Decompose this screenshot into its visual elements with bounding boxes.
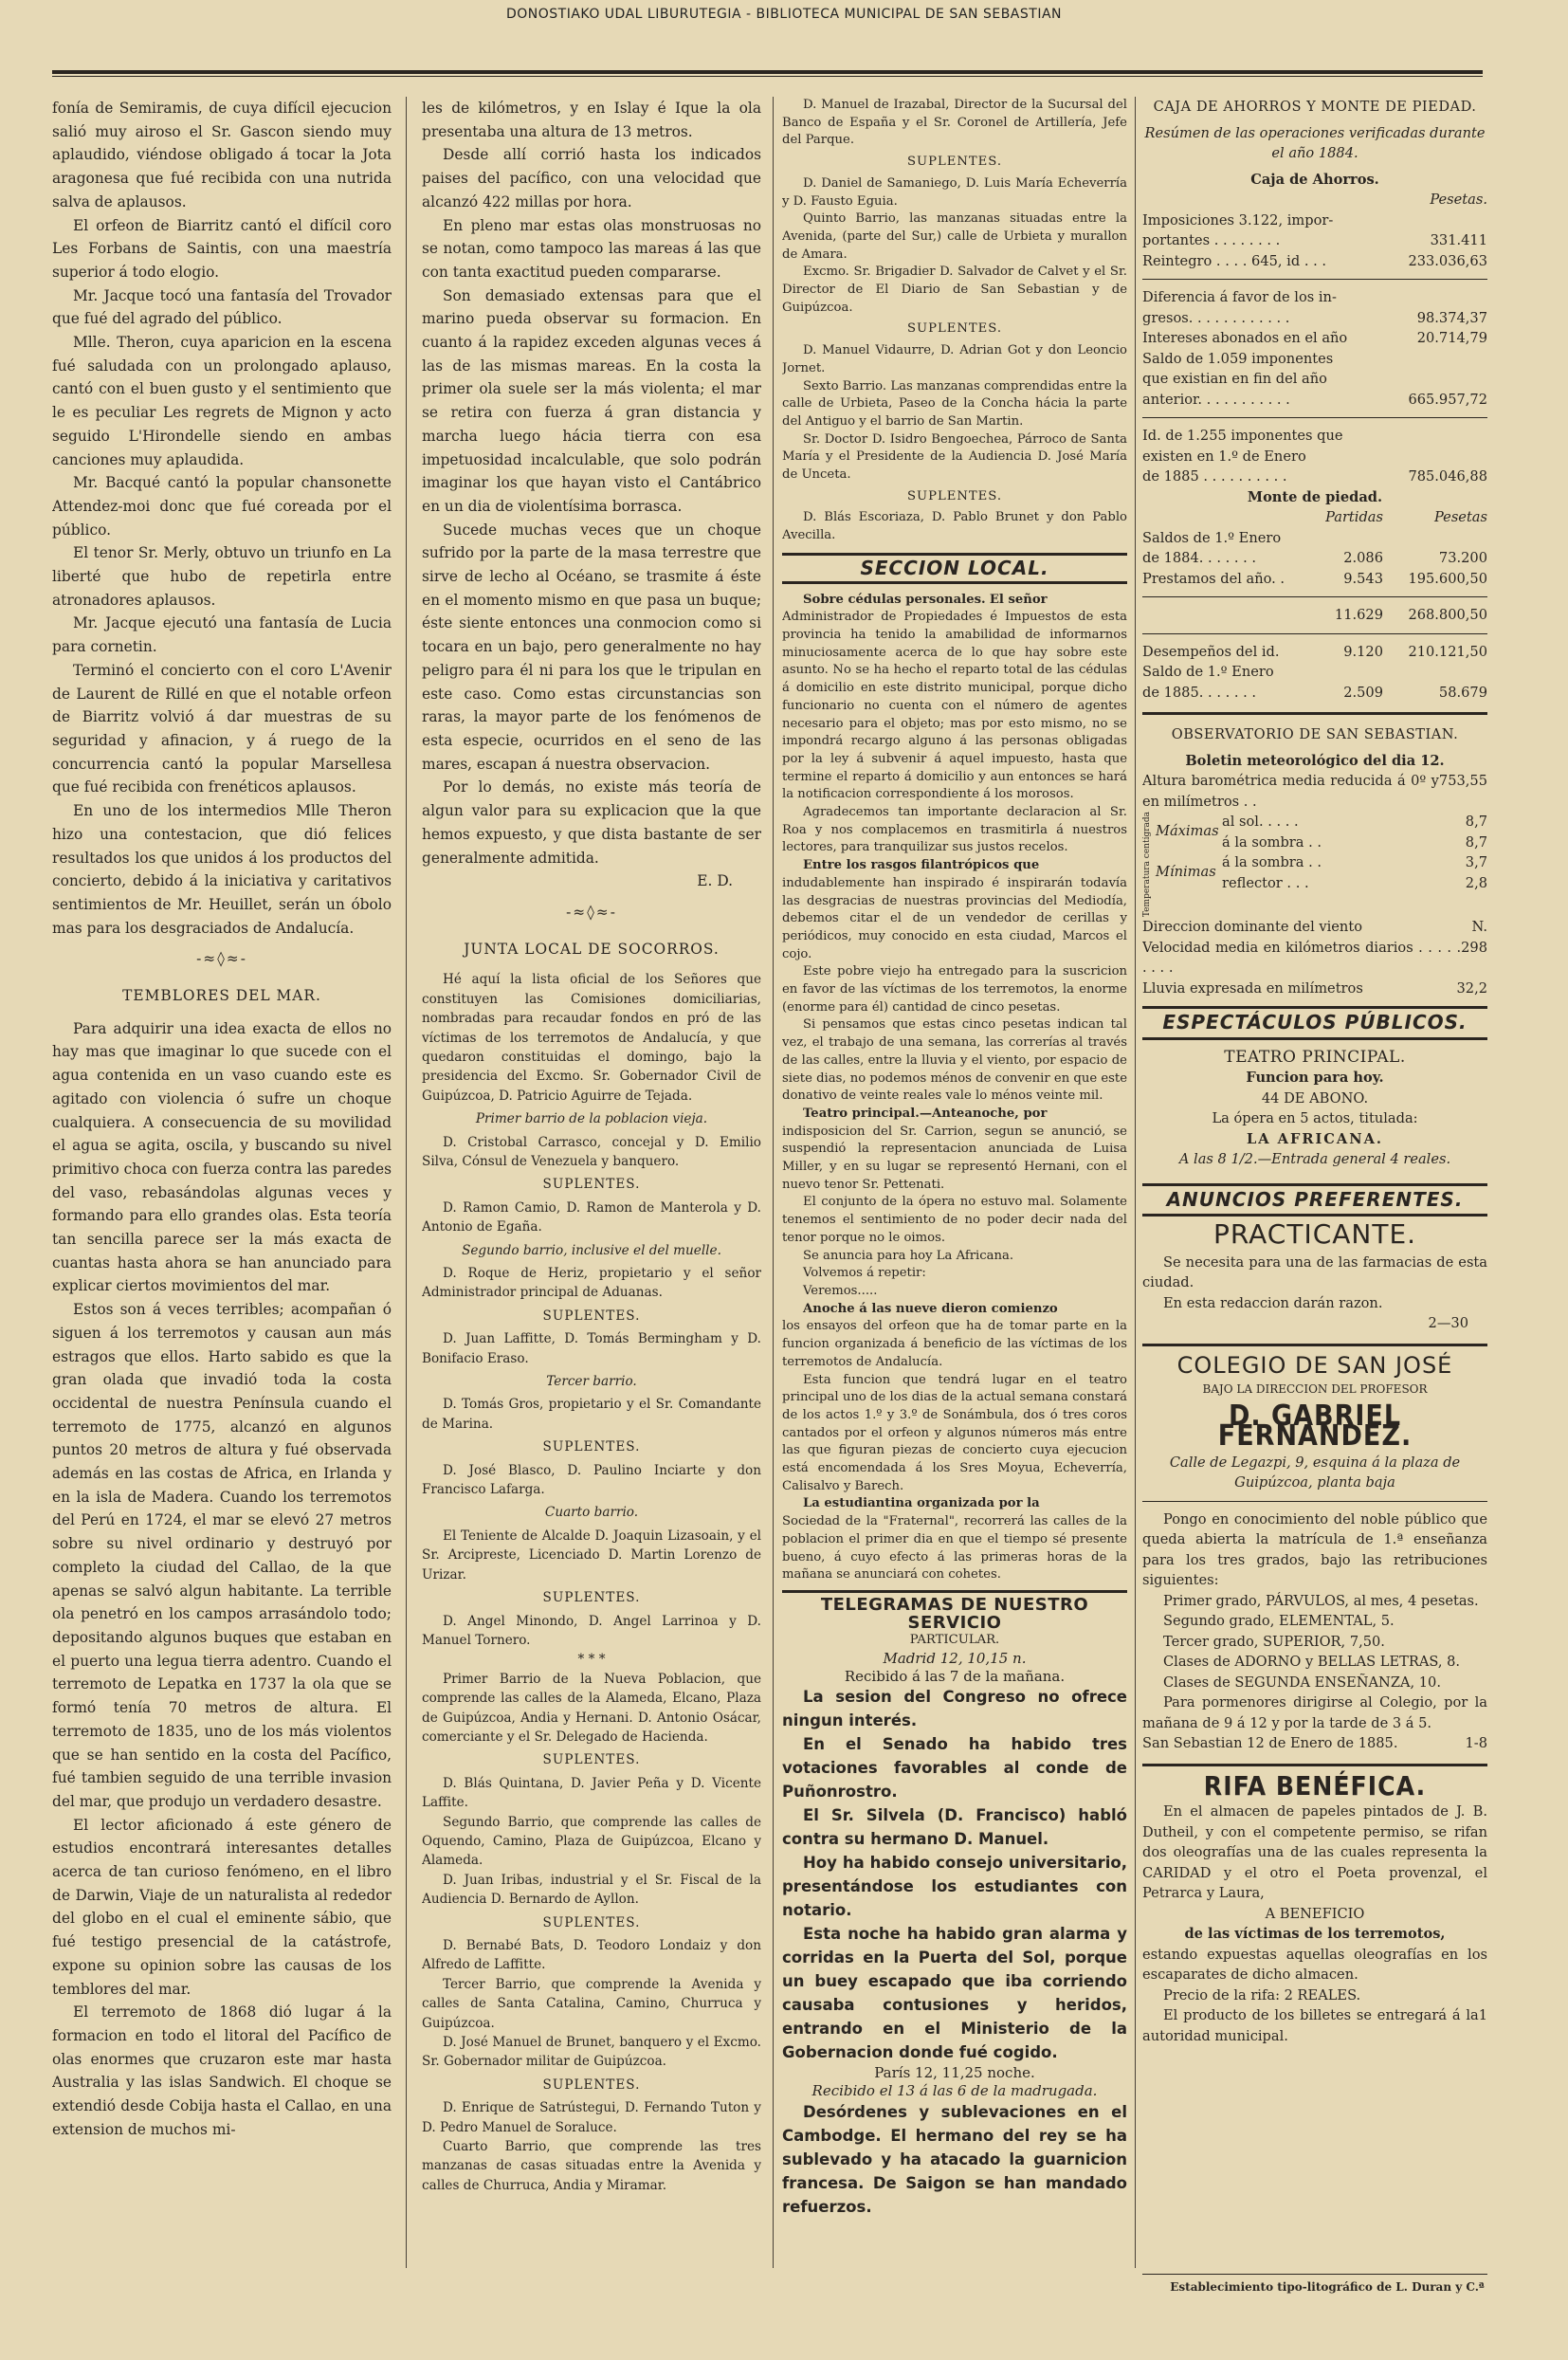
row-label: Reintegro . . . . 645, id . . . [1142,252,1327,269]
item-heading: La estudiantina organizada por la [803,1496,1040,1511]
row-value: 11.629 [1334,607,1383,623]
row-value: 9.120 [1343,643,1383,660]
item-heading: El señor [989,592,1048,607]
paragraph: Cuarto Barrio, que comprende las tres manzanas de casas situadas entre la Avenida y calles de Churruca, Andia y Miramar. [422,2139,761,2193]
suplentes-heading: SUPLENTES. [542,1914,641,1930]
row-label: gresos. . . . . . . . . . . . [1142,309,1290,326]
row-label: de 1884. . . . . . . [1142,550,1257,566]
paragraph: Precio de la rifa: 2 REALES. [1163,1986,1361,2003]
paragraph: Agradecemos tan importante declaracion al Sr. Roa y nos complacemos en trasmitirla á nuestros lectores, para tranquilizar sus justos recelos. [782,805,1127,855]
paragraph: fonía de Semiramis, de cuya difícil ejecucion salió muy airoso el Sr. Gascon siendo muy aplaudido, viéndose obligado á tocar la Jota aragonesa que fué recibida con una nutrida salva de aplausos. [52,100,392,210]
article-title: JUNTA LOCAL DE SOCORROS. [464,940,720,958]
paragraph: Desde allí corrió hasta los indicados paises del pacífico, con una velocidad que alcanzó 422 millas por hora. [422,146,761,210]
paragraph: Clases de ADORNO y BELLAS LETRAS, 8. [1163,1654,1461,1671]
opera-title: LA AFRICANA. [1247,1130,1383,1147]
row-value: N. [1471,919,1487,936]
column-label: Pesetas. [1430,192,1487,208]
row-label: de 1885 . . . . . . . . . . [1142,468,1287,485]
paragraph: Segundo grado, ELEMENTAL, 5. [1163,1613,1395,1630]
paragraph: Sucede muchas veces que un choque sufrido por la parte de la masa terrestre que sirve de lecho al Océano, se trasmite á éste en el momento mismo en que pasa un buque; éste siente entonces una conmocion como si tocara en un bajo, pero generalmente no hay peligro para él ni para los que le tripulan en este caso. Como estas circunstancias son raras, la mayor parte de los fenómenos de esta especie, ocurridos en el seno de las mares, escapan á nuestra observacion. [422,521,761,773]
row-value: 98.374,37 [1416,309,1487,326]
paragraph: los ensayos del orfeon que ha de tomar parte en la funcion organizada á beneficio de las víctimas de los terremotos de Andalucía. [782,1319,1127,1369]
abono-label: 44 DE ABONO. [1261,1089,1369,1107]
paragraph: Mr. Jacque tocó una fantasía del Trovador que fué del agrado del público. [52,286,392,328]
row-value: 233.036,63 [1408,252,1487,269]
barrio-heading: Primer barrio de la poblacion vieja. [475,1111,708,1127]
ornament: -≈◊≈- [196,950,247,968]
suplentes-heading: SUPLENTES. [542,1177,641,1193]
paragraph: D. Enrique de Satrústegui, D. Fernando Tuton y D. Pedro Manuel de Soraluce. [422,2100,761,2135]
section-title: SECCION LOCAL. [782,553,1127,584]
paragraph: El tenor Sr. Merly, obtuvo un triunfo en La liberté que hubo de repetirla entre atronadores aplausos. [52,544,392,609]
paragraph: Volvemos á repetir: [803,1266,926,1281]
top-rule [52,70,1483,77]
horario: A las 8 1/2.—Entrada general 4 reales. [1178,1151,1451,1168]
row-value: 3,7 [1465,854,1487,870]
bottom-rule [1142,2274,1487,2275]
telegram-item: El Sr. Silvela (D. Francisco) habló contra su hermano D. Manuel. [782,1806,1127,1849]
telegram-subtitle: PARTICULAR. [909,1633,1000,1648]
row-label: Saldo de 1.059 imponentes [1142,350,1334,367]
paragraph: indudablemente han inspirado é inspirarán todavía las desgracias de nuestras provincias del Mediodía, debemos citar el de un vendedor de cerillas y periódicos, muy conocido en esta ciudad, Marcos el cojo. [782,875,1127,961]
paragraph: El orfeon de Biarritz cantó el difícil coro Les Forbans de Saintis, con una maestría superior á todo elogio. [52,216,392,281]
telegram-received: Recibido á las 7 de la mañana. [844,1667,1066,1685]
row-value: 9.543 [1343,570,1383,587]
ad-subtitle: de las víctimas de los terremotos, [1184,1926,1446,1943]
paragraph: les de kilómetros, y en Islay é Ique la ola presentaba una altura de 13 metros. [422,100,761,140]
column-3 [782,97,1127,2268]
barrio-heading: Segundo barrio, inclusive el del muelle. [462,1242,721,1258]
paragraph: Primer Barrio de la Nueva Poblacion, que comprende las calles de la Alameda, Elcano, Plaza de Guipúzcoa, Andia y Hernani. D. Antonio Osácar, comerciante y el Sr. Delegado de Hacienda. [422,1671,761,1745]
paragraph: D. Bernabé Bats, D. Teodoro Londaiz y don Alfredo de Laffitte. [422,1938,761,1973]
row-label: portantes . . . . . . . . [1142,232,1281,248]
paragraph: En el almacen de papeles pintados de J. B. Dutheil, y con el competente permiso, se rifan dos oleografías una de las cuales representa la CARIDAD y el otro el Poeta provenzal, el Petrarca y Laura, [1142,1803,1487,1902]
paragraph: Clases de SEGUNDA ENSEÑANZA, 10. [1163,1674,1441,1691]
suplentes-heading: SUPLENTES. [906,488,1003,503]
paragraph: D. Manuel de Irazabal, Director de la Sucursal del Banco de España y el Sr. Coronel de Artillería, Jefe del Parque. [782,98,1127,148]
paragraph: Para adquirir una idea exacta de ellos no hay mas que imaginar lo que sucede con el agua contenida en un vaso cuando este es agitado con violencia ó sufre un choque cualquiera. A consecuencia de su movilidad el agua se agita, oscila, y buscando su nivel primitivo choca con fuerza contra las paredes del vaso, rebasándolas algunas veces y formando para ello grandes olas. Esta teoría tan sencilla parece ser la más exacta de cuantas hasta ahora se han anunciado para explicar ciertos movimientos del mar. [52,1019,392,1295]
row-value: 20.714,79 [1416,330,1487,346]
row-value: 268.800,50 [1408,607,1487,623]
temperature-label: Temperatura centígrada [1142,812,1152,918]
paragraph: D. Juan Iribas, industrial y el Sr. Fiscal de la Audiencia D. Bernardo de Ayllon. [422,1872,761,1908]
paragraph: indisposicion del Sr. Carrion, segun se anunció, se suspendió la representacion anunciada de Luisa Miller, y en su lugar se representó Hernani, con el nuevo tenor Sr. Pettenati. [782,1124,1127,1192]
divider [1142,279,1487,280]
row-value: 8,7 [1465,814,1487,830]
row-label: al sol. . . . . [1222,814,1299,830]
paragraph: El terremoto de 1868 dió lugar á la formacion en todo el litoral del Pacífico de olas enormes que cruzaron este mar hasta Australia y las islas Sandwich. El choque se extendió desde Cobija hasta el Callao, en una extension de muchos mi- [52,2003,392,2138]
item-heading: Teatro principal.—Anteanoche, por [803,1106,1048,1121]
paragraph: D. Manuel Vidaurre, D. Adrian Got y don Leoncio Jornet. [782,343,1127,375]
boletin-heading: Boletin meteorológico del dia 12. [1185,752,1445,769]
paragraph: Mlle. Theron, cuya aparicion en la escena fué saludada con un prolongado aplauso, cantó con el buen gusto y el sentimiento que le es peculiar Les regrets de Mignon y acto seguido L'Hirondelle siendo en ambas canciones muy aplaudida. [52,334,392,468]
paragraph: El producto de los billetes se entregará á la autoridad municipal. [1142,2007,1479,2044]
row-value: 195.600,50 [1408,570,1487,587]
row-value: 2,8 [1465,874,1487,891]
paragraph: Se necesita para una de las farmacias de esta ciudad. [1142,1253,1487,1291]
ad-name: D. GABRIEL FERNANDEZ. [1217,1399,1413,1454]
item-heading: Anoche á las nueve dieron comienzo [803,1301,1058,1316]
observatorio-title: OBSERVATORIO DE SAN SEBASTIAN. [1171,726,1459,742]
row-value: 2.086 [1343,550,1383,566]
monte-heading: Monte de piedad. [1247,488,1383,505]
row-label: Id. de 1.255 imponentes que [1142,428,1343,444]
row-label: Saldos de 1.º Enero [1142,529,1282,546]
row-value: 8,7 [1465,833,1487,851]
paragraph: Quinto Barrio, las manzanas situadas entre la Avenida, (parte del Sur,) calle de Urbieta y murallon de Amara. [782,211,1127,262]
archive-header: DONOSTIAKO UDAL LIBURUTEGIA - BIBLIOTECA MUNICIPAL DE SAN SEBASTIAN [505,7,1063,22]
divider [1142,596,1487,597]
row-label: á la sombra . . [1222,854,1322,870]
paragraph: Segundo Barrio, que comprende las calles de Oquendo, Camino, Plaza de Guipúzcoa, Elcano y Alameda. [422,1814,761,1869]
section-title: ANUNCIOS PREFERENTES. [1142,1183,1487,1217]
row-value: 2.509 [1343,684,1383,701]
paragraph: D. Blás Escoriaza, D. Pablo Brunet y don Pablo Avecilla. [782,510,1127,543]
teatro-title: TEATRO PRINCIPAL. [1224,1047,1406,1067]
paragraph: Sr. Doctor D. Isidro Bengoechea, Párroco de Santa María y el Presidente de la Audiencia D. José María de Unceta. [782,431,1127,483]
paragraph: Esta funcion que tendrá lugar en el teatro principal uno de los dias de la actual semana constará de los actos 1.º y 3.º de Sonámbula, dos ó tres coros cantados por el orfeon y algunos números más entre las que figuran piezas de concierto cuya ejecucion está encomendada á los Sres Moyua, Echeverría, Calisalvo y Barech. [782,1372,1127,1493]
row-label: reflector . . . [1222,874,1309,891]
ad-title: COLEGIO DE SAN JOSÉ [1176,1351,1453,1379]
paragraph: D. Blás Quintana, D. Javier Peña y D. Vicente Laffite. [422,1775,761,1811]
suplentes-heading: SUPLENTES. [542,1752,641,1768]
article-title: TEMBLORES DEL MAR. [122,987,321,1005]
column-divider [406,97,407,2268]
paragraph: Estos son á veces terribles; acompañan ó siguen á los terremotos y causan aun más estragos que ellos. Harto sabido es que la gran olada que invadió toda la costa occidental de nuestra Península cuando el terremoto de 1775, alcanzó en algunos puntos 20 metros de altura y fué observada además en las costas de Africa, en Irlanda y en la isla de Madera. Cuando los terremotos del Perú en 1724, el mar se elevó 27 metros sobre su nivel ordinario y destruyó por completo la ciudad del Callao, de la que apenas se salvó algun habitante. La terrible ola penetró en los campos arrasándolo todo; depositando algunos buques que estaban en el puerto una legua tierra adentro. Cuando el terremoto de Lepatka en 1737 la ola que se formó tenía 70 metros de altura. El terremoto de 1835, uno de los más violentos que se han sentido en la costa del Pacífico, fué tambien seguido de una terrible invasion del mar, que produjo un verdadero desastre. [52,1301,392,1810]
paragraph: D. Angel Minondo, D. Angel Larrinoa y D. Manuel Tornero. [422,1613,761,1648]
paragraph: En esta redaccion darán razon. [1163,1294,1383,1311]
ad-title: PRACTICANTE. [1212,1218,1417,1251]
ad-code: 1 [1478,2007,1487,2024]
paragraph: D. Cristobal Carrasco, concejal y D. Emilio Silva, Cónsul de Venezuela y banquero. [422,1134,761,1169]
paragraph: D. José Blasco, D. Paulino Inciarte y don Francisco Lafarga. [422,1462,761,1498]
paragraph: Tercer Barrio, que comprende la Avenida y calles de Santa Catalina, Camino, Churruca y Guipúzcoa. [422,1976,761,2031]
telegram-item: Desórdenes y sublevaciones en el Cambodge. El hermano del rey se ha sublevado y ha atacado la guarnicion francesa. De Saigon se han mandado refuerzos. [782,2102,1127,2216]
paragraph: estando expuestas aquellas oleografías en los escaparates de dicho almacen. [1142,1946,1487,1984]
ornament: -≈◊≈- [566,903,617,921]
signature: E. D. [697,872,733,890]
paragraph: Mr. Bacqué cantó la popular chansonette Attendez-moi donc que fué coreada por el público. [52,474,392,539]
paragraph: D. Roque de Heriz, propietario y el señor Administrador principal de Aduanas. [422,1266,761,1301]
column-4 [1142,97,1487,2268]
paragraph: Pongo en conocimiento del noble público que queda abierta la matrícula de 1.ª enseñanza para los tres grados, bajo las retribuciones siguientes: [1142,1510,1487,1589]
row-label: existen en 1.º de Enero [1142,448,1306,465]
divider [1142,712,1487,715]
row-value: 665.957,72 [1408,391,1487,408]
row-value: 298 [1461,939,1487,956]
paragraph: Tercer grado, SUPERIOR, 7,50. [1163,1633,1385,1650]
ad-code: 2—30 [1428,1315,1468,1332]
telegram-item: Esta noche ha habido gran alarma y corridas en la Puerta del Sol, porque un buey escapado que iba corriendo causaba contusiones y heridos, entrando en el Ministerio de la Gobernacion donde fué cogido. [782,1925,1127,2062]
row-label: anterior. . . . . . . . . . . [1142,391,1290,408]
opera-label: La ópera en 5 actos, titulada: [1212,1110,1418,1127]
item-heading: Sobre cédulas personales. [803,592,986,607]
paragraph: Veremos..... [803,1284,878,1298]
row-label: Velocidad media en kilómetros diarios . . . . . . . . . [1142,939,1462,977]
funcion-heading: Funcion para hoy. [1246,1070,1384,1087]
divider [1142,1344,1487,1346]
barrio-heading: Tercer barrio. [546,1374,637,1390]
telegram-item: La sesion del Congreso no ofrece ningun interés. [782,1688,1127,1730]
row-label: Imposiciones 3.122, impor- [1142,211,1334,229]
asterism: * * * [577,1652,606,1668]
row-label: Altura barométrica media reducida á 0º y en milímetros . . [1142,773,1439,810]
paragraph: D. Tomás Gros, propietario y el Sr. Comandante de Marina. [422,1397,761,1432]
row-label: Desempeños del id. [1142,643,1280,660]
telegram-received: Recibido el 13 á las 6 de la madrugada. [811,2082,1098,2100]
row-label: de 1885. . . . . . . [1142,684,1257,701]
suplentes-heading: SUPLENTES. [906,155,1003,170]
paragraph: El Teniente de Alcalde D. Joaquin Lizasoain, y el Sr. Arcipreste, Licenciado D. Martin Lorenzo de Urizar. [422,1528,761,1582]
paragraph: Mr. Jacque ejecutó una fantasía de Lucia para cornetin. [52,614,392,656]
paragraph: D. Ramon Camio, D. Ramon de Manterola y D. Antonio de Egaña. [422,1199,761,1235]
row-label: Intereses abonados en el año [1142,330,1348,346]
paragraph: Excmo. Sr. Brigadier D. Salvador de Calvet y el Sr. Director de El Diario de San Sebastian y de Guipúzcoa. [782,265,1127,315]
paragraph: El lector aficionado á este género de estudios encontrará interesantes detalles acerca de tan curioso fenómeno, en el libro de Darwin, Viaje de un naturalista al rededor del globo en el cual el eminente sábio, que fué testigo presencial de la catástrofe, expone su opinion sobre las causas de los temblores del mar. [52,1816,392,1998]
suplentes-heading: SUPLENTES. [542,2076,641,2093]
paragraph: Sociedad de la "Fraternal", recorrerá las calles de la poblacion el primer dia en que el tiempo sé presente bueno, á cuyo efecto á las primeras horas de la mañana se anunciará con cohetes. [782,1514,1127,1582]
ad-subtitle: BAJO LA DIRECCION DEL PROFESOR [1202,1382,1428,1397]
row-label: Diferencia á favor de los in- [1142,289,1337,305]
suplentes-heading: SUPLENTES. [542,1439,641,1455]
paragraph: En uno de los intermedios Mlle Theron hizo una contestacion, que dió felices resultados los que unidos á los productos del concierto, debido á la iniciativa y caritativos sentimientos de Mr. Heuillet, serán un óbolo mas para los desgraciados de Andalucía. [52,802,392,937]
column-label: Partidas [1325,509,1383,525]
telegram-item: Hoy ha habido consejo universitario, presentándose los estudiantes con notario. [782,1854,1127,1920]
printer-footer: Establecimiento tipo-litográfico de L. Duran y C.ª [1170,2280,1485,2294]
row-value: 58.679 [1438,684,1487,701]
divider [1142,633,1487,634]
paragraph: D. Juan Laffitte, D. Tomás Bermingham y D. Bonifacio Eraso. [422,1331,761,1366]
ad-title: RIFA BENÉFICA. [1203,1769,1427,1802]
paragraph: D. José Manuel de Brunet, banquero y el Excmo. Sr. Gobernador militar de Guipúzcoa. [422,2035,761,2070]
row-label: Prestamos del año. . [1142,570,1285,587]
telegram-date: Madrid 12, 10,15 n. [883,1650,1027,1668]
ad-subtitle: A BENEFICIO [1265,1905,1365,1922]
telegram-item: En el Senado ha habido tres votaciones favorables al conde de Puñonrostro. [782,1735,1127,1802]
divider [1142,1501,1487,1502]
ad-code: 1-8 [1465,1735,1487,1752]
suplentes-heading: SUPLENTES. [906,321,1003,337]
column-divider [1135,97,1136,2268]
row-label: Saldo de 1.º Enero [1142,664,1274,680]
divider [1142,417,1487,418]
paragraph: Para pormenores dirigirse al Colegio, por la mañana de 9 á 12 y por la tarde de 3 á 5. [1142,1694,1487,1731]
paragraph: Se anuncia para hoy La Africana. [803,1248,1014,1263]
row-value: 753,55 [1438,773,1487,789]
paragraph: Por lo demás, no existe más teoría de algun valor para su explicacion que la que hemos expuesto, y que dista bastante de ser generalmente admitida. [422,778,761,867]
column-1 [52,97,392,2268]
item-heading: Entre los rasgos filantrópicos que [803,858,1040,873]
min-label: Mínimas [1156,864,1216,880]
section-title: ESPECTÁCULOS PÚBLICOS. [1142,1006,1487,1040]
paragraph: Este pobre viejo ha entregado para la suscricion en favor de las víctimas de los terremotos, la enorme (enorme para él) cantidad de cinco pesetas. [782,964,1127,1015]
row-label: á la sombra . . [1222,833,1322,851]
row-label: Direccion dominante del viento [1142,919,1362,936]
paragraph: Si pensamos que estas cinco pesetas indican tal vez, el trabajo de una semana, las correrías al través de las calles, entre la lluvia y el viento, por espacio de siete dias, no podemos ménos de convenir en que este donativo de veinte reales vale lo ménos veinte mil. [782,1017,1127,1104]
caja-title: CAJA DE AHORROS Y MONTE DE PIEDAD. [1153,99,1477,115]
paragraph: Son demasiado extensas para que el marino pueda observar su formacion. En cuanto á la rapidez exceden algunas veces á las de las mismas mareas. En la costa la primer ola suele ser la más violenta; el mar se retira con fuerza á gran distancia y marcha luego hácia tierra con esa impetuosidad incalculable, que solo podrán imaginar los que hayan visto el Cantábrico en un dia de violentísima borrasca. [422,286,761,515]
column-2 [422,97,761,2268]
paragraph: Administrador de Propiedades é Impuestos de esta provincia ha tenido la amabilidad de informarnos minuciosamente acerca de lo que hay sobre este asunto. No se ha hecho el reparto total de las cédulas á domicilio en este distrito municipal, porque dicho funcionario no cuenta con el número de agentes necesario para el objeto; mas por esto mismo, no se impondrá recargo alguno á las personas obligadas por la ley á subvenir á aquel impuesto, hasta que termine el reparto á domicilio y aun entonces se hará la notificacion correspondiente á los morosos. [782,610,1127,802]
paragraph: Hé aquí la lista oficial de los Señores que constituyen las Comisiones domiciliarias, nombradas para recaudar fondos en pró de las víctimas de los terremotos de Andalucía, y que quedaron constituidas el domingo, bajo la presidencia del Excmo. Sr. Gobernador Civil de Guipúzcoa, D. Patricio Aguirre de Tejada. [422,972,761,1104]
ahorros-heading: Caja de Ahorros. [1250,171,1379,188]
suplentes-heading: SUPLENTES. [542,1590,641,1606]
barrio-heading: Cuarto barrio. [544,1505,639,1521]
paragraph: D. Daniel de Samaniego, D. Luis María Echeverría y D. Fausto Eguia. [782,175,1127,209]
row-value: 785.046,88 [1408,468,1487,485]
paragraph: En pleno mar estas olas monstruosas no se notan, como tampoco las mareas á las que con tanta exactitud pueden compararse. [422,216,761,281]
row-value: 210.121,50 [1408,643,1487,660]
column-divider [773,97,774,2268]
row-value: 32,2 [1456,979,1487,997]
row-value: 331.411 [1430,232,1487,248]
paragraph: Sexto Barrio. Las manzanas comprendidas entre la calle de Urbieta, Paseo de la Concha hácia la parte del Antiguo y el barrio de San Martin. [782,378,1127,429]
row-label: Lluvia expresada en milímetros [1142,979,1363,997]
paragraph: Terminó el concierto con el coro L'Avenir de Laurent de Rillé en que el notable orfeon de Biarritz volvió á dar muestras de su seguridad y afinacion, y á ruego de la concurrencia cantó la popular Marsellesa que fué recibida con frenéticos aplausos. [52,661,392,796]
paragraph: San Sebastian 12 de Enero de 1885. [1142,1735,1398,1752]
ad-address: Calle de Legazpi, 9, esquina á la plaza de Guipúzcoa, planta baja [1169,1454,1461,1491]
caja-subtitle: Resúmen de las operaciones verificadas durante el año 1884. [1144,124,1486,161]
column-label: Pesetas [1434,509,1487,525]
paragraph: Primer grado, PÁRVULOS, al mes, 4 pesetas. [1163,1592,1479,1609]
row-label: que existian en fin del año [1142,371,1327,387]
row-value: 73.200 [1438,550,1487,566]
suplentes-heading: SUPLENTES. [542,1308,641,1324]
telegram-title: TELEGRAMAS DE NUESTRO SERVICIO [782,1590,1127,1632]
paragraph: El conjunto de la ópera no estuvo mal. Solamente tenemos el sentimiento de no poder decir nada del tenor porque no le oimos. [782,1195,1127,1245]
telegram-date: París 12, 11,25 noche. [874,2064,1035,2082]
max-label: Máximas [1156,823,1219,839]
divider [1142,1764,1487,1766]
